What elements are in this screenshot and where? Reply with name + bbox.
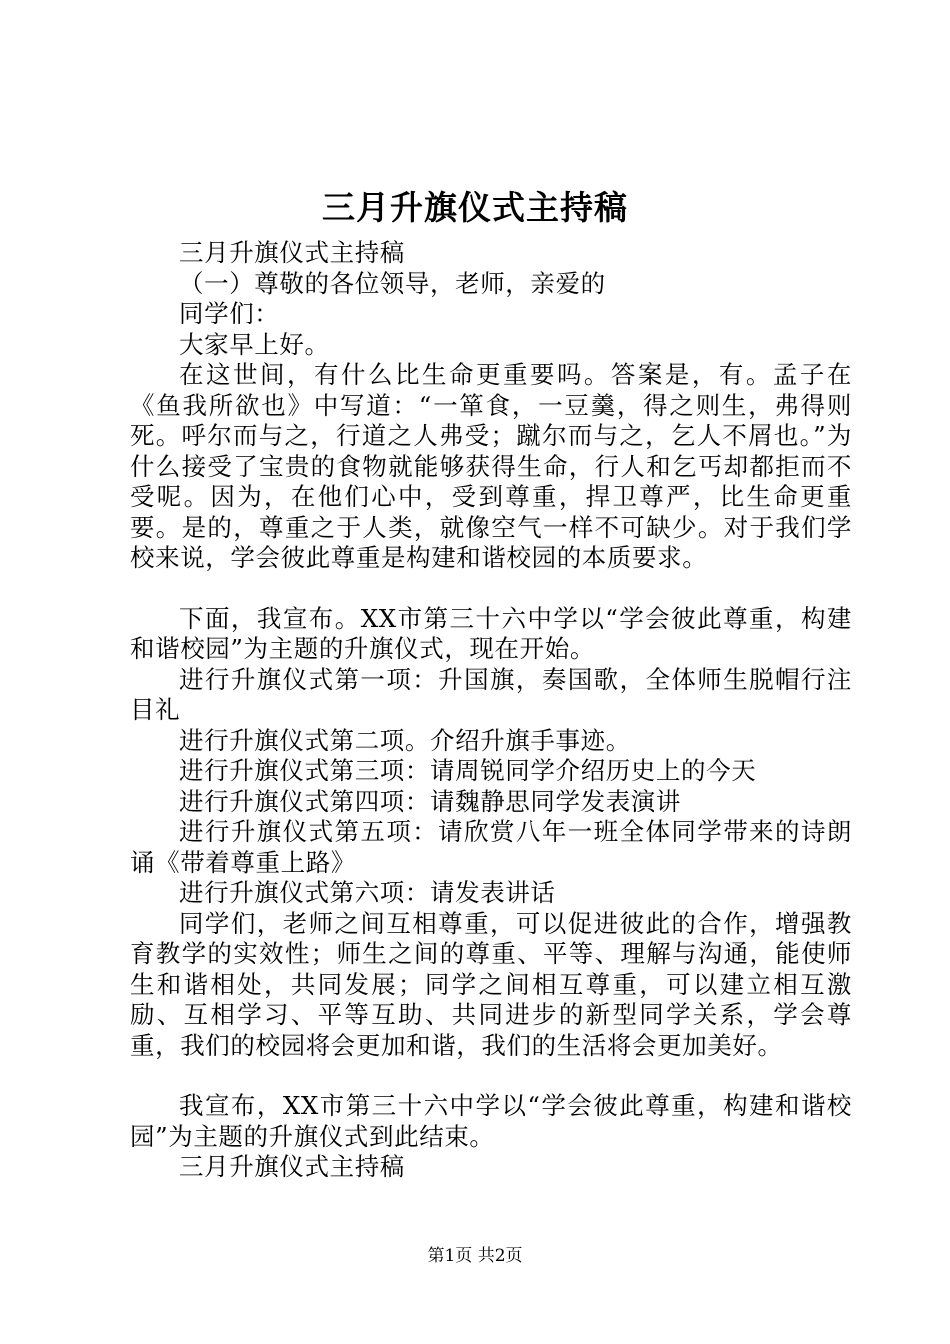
paragraph-greeting-1: （一）尊敬的各位领导，老师，亲爱的 [179, 268, 606, 298]
paragraph-item-2: 进行升旗仪式第二项。介绍升旗手事迹。 [179, 725, 631, 755]
paragraph-respect: 同学们，老师之间互相尊重，可以促进彼此的合作，增强教育教学的实效性；师生之间的尊重、平等、理解与沟通，能使师生和谐相处，共同发展；同学之间相互尊重，可以建立相互激励、互相学习、平等互助、共同进步的新型同学关系，学会尊重，我们的校园将会更加和谐，我们的生活将会更加美好。 [130, 908, 852, 1060]
paragraph-item-6: 进行升旗仪式第六项：请发表讲话 [179, 878, 556, 907]
page-number: 第1页 共2页 [427, 1246, 523, 1266]
paragraph-item-4: 进行升旗仪式第四项：请魏静思同学发表演讲 [179, 786, 681, 816]
paragraph-item-1: 进行升旗仪式第一项：升国旗，奏国歌，全体师生脱帽行注目礼 [130, 664, 852, 724]
document-body [130, 238, 852, 1183]
document-title: 三月升旗仪式主持稿 [322, 188, 628, 227]
paragraph-announce-start: 下面，我宣布。XX市第三十六中学以“学会彼此尊重，构建和谐校园”为主题的升旗仪式，现在开始。 [130, 603, 852, 663]
paragraph-item-5: 进行升旗仪式第五项：请欣赏八年一班全体同学带来的诗朗诵《带着尊重上路》 [130, 817, 852, 877]
paragraph-item-3: 进行升旗仪式第三项：请周锐同学介绍历史上的今天 [179, 756, 757, 785]
paragraph-intro: 在这世间，有什么比生命更重要吗。答案是，有。孟子在《鱼我所欲也》中写道：“一箪食，一豆羹，得之则生，弗得则死。呼尔而与之，行道之人弗受；蹴尔而与之，乞人不屑也。”为什么接受了宝贵的食物就能够获得生命，行人和乞丐却都拒而不受呢。因为，在他们心中，受到尊重，捍卫尊严，比生命更重要。是的，尊重之于人类，就像空气一样不可缺少。对于我们学校来说，学会彼此尊重是构建和谐校园的本质要求。 [130, 360, 852, 572]
paragraph-heading-end: 三月升旗仪式主持稿 [179, 1152, 405, 1181]
paragraph-announce-end: 我宣布，XX市第三十六中学以“学会彼此尊重，构建和谐校园”为主题的升旗仪式到此结束。 [130, 1091, 852, 1151]
paragraph-heading-repeat: 三月升旗仪式主持稿 [179, 238, 405, 267]
paragraph-greeting-2: 同学们： [179, 299, 280, 328]
paragraph-good-morning: 大家早上好。 [179, 329, 330, 359]
